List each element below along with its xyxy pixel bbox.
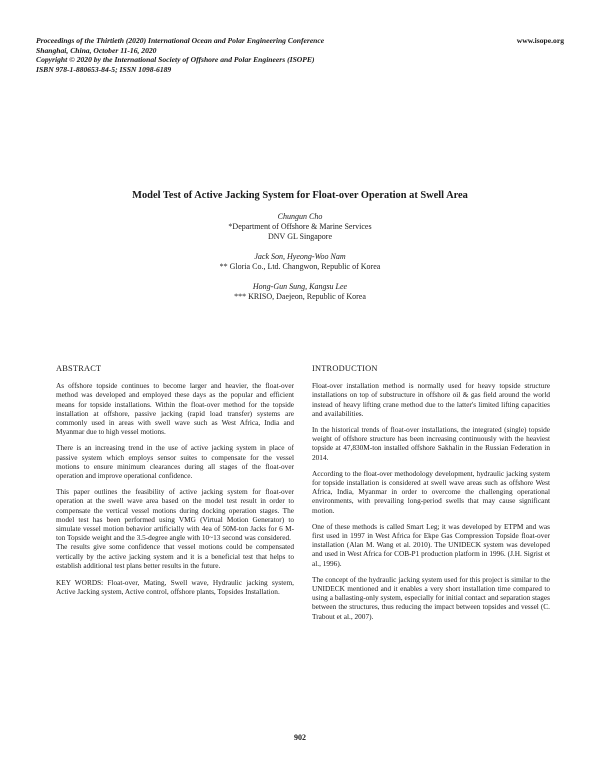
abstract-column [56,364,294,596]
introduction-column [312,364,550,628]
abstract-paragraph: As offshore topside continues to become larger and heavier, the float-over method was developed and employed these days as the popular and efficient means for topside installations. Within the float-over method for the topside installation at offshore, passive jacking (rapid load transfer) systems are commonly used in areas with swell wave such as West Africa, India and Myanmar due to high vessel motions. [56,381,294,437]
page-number: 902 [294,733,306,742]
header-line: Shanghai, China, October 11-16, 2020 [36,45,157,55]
header-line: ISBN 978-1-880653-84-5; ISSN 1098-6189 [36,64,172,74]
website-link[interactable]: www.isope.org [516,36,564,45]
author-affiliation: *Department of Offshore & Marine Services [228,222,372,231]
author-block-3 [0,282,600,302]
abstract-heading: ABSTRACT [56,364,102,373]
introduction-paragraph: The concept of the hydraulic jacking system used for this project is similar to the UNIDECK mentioned and it enables a very short installation time compared to using a ballasting-only system, especially for initial contact and separation stages between the structures, thus reducing the impact between topsides and vessel (C. Trabout et al., 2007). [312,574,550,621]
author-block-2 [0,252,600,272]
introduction-paragraph: In the historical trends of float-over installations, the integrated (single) topside weight of offshore structure has been increasing continuously with the heaviest topside at 47,830M-ton installed offshore Sakhalin in the Russian Federation in 2014. [312,425,550,462]
introduction-heading: INTRODUCTION [312,364,378,373]
author-names: Jack Son, Hyeong-Woo Nam [254,252,346,261]
abstract-paragraph: This paper outlines the feasibility of active jacking system for float-over operation at the swell wave area based on the model test result in order to compensate the vertical vessel motions during docking operation stages. The model test has been performed using VMG (Virtual Motion Generator) to simulate vessel motion behavior artificially with 4ea of 50M-ton Jacks for 6 M-ton Topside weight and the 3.5-degree angle with 10~13 second was considered. [56,487,294,543]
author-block-1 [0,212,600,242]
keywords: KEY WORDS: Float-over, Mating, Swell wave, Hydraulic jacking system, Active Jacking system, Active control, offshore plants, Topsides Installation. [56,578,294,597]
paper-title: Model Test of Active Jacking System for Float-over Operation at Swell Area [132,190,468,201]
introduction-paragraph: Float-over installation method is normally used for heavy topside structure installations on top of substructure in offshore oil & gas field around the world instead of heavy lifting crane method due to the latter's limited lifting capacities and availabilities. [312,381,550,418]
introduction-paragraph: According to the float-over methodology development, hydraulic jacking system for topside installation is considered at swell wave areas such as offshore West Africa, India, Myanmar in order to overcome the challenging operational environments, with prevailing long-period swells that may cause significant motion. [312,468,550,515]
author-affiliation: DNV GL Singapore [268,232,332,241]
introduction-paragraph: One of these methods is called Smart Leg; it was developed by ETPM and was first used in 1997 in West Africa for Ekpe Gas Compression Topside float-over installation (Alan M. Wang et al. 2010). The UNIDECK system was developed and used in West Africa for COB-P1 production platform in 1996. (J.H. Sigrist et al., 1996). [312,521,550,568]
author-affiliation: *** KRISO, Daejeon, Republic of Korea [234,292,366,301]
header-line: Proceedings of the Thirtieth (2020) International Ocean and Polar Engineering Conference [36,36,325,45]
abstract-paragraph: The results give some confidence that vessel motions could be compensated vertically by the active jacking system and it is a beneficial test that helps to establish additional test plans better results in the future. [56,542,294,570]
author-names: Chungun Cho [277,212,323,221]
author-affiliation: ** Gloria Co., Ltd. Changwon, Republic of Korea [219,262,381,271]
author-names: Hong-Gun Sung, Kangsu Lee [252,282,348,291]
header-line: Copyright © 2020 by the International Society of Offshore and Polar Engineers (ISOPE) [36,55,315,65]
proceedings-header [36,36,476,74]
abstract-paragraph: There is an increasing trend in the use of active jacking system in place of passive system which employs sensor suites to compensate for the vessel motions to ensure minimum clearances during all stages of the float-over operation and improve operational confidence. [56,443,294,481]
